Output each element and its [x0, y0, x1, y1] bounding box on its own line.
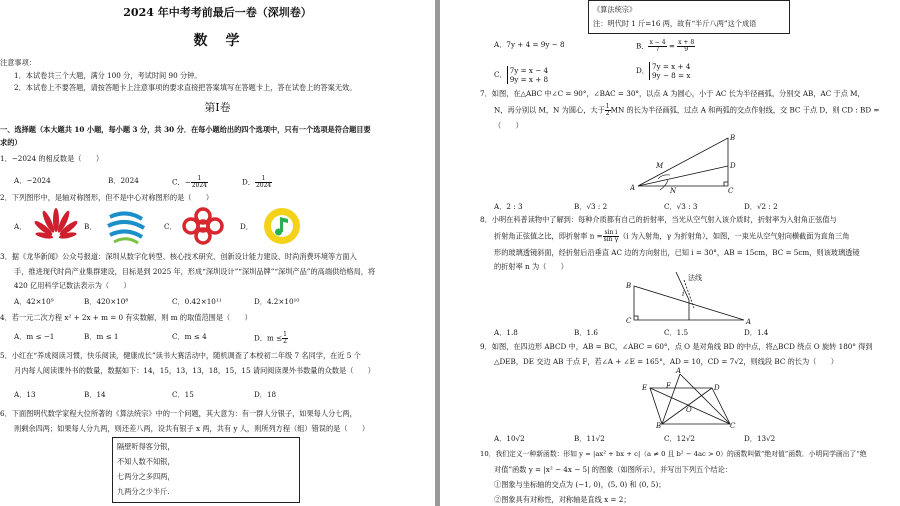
q9-option-c: C．12√2 — [664, 434, 695, 443]
q9-label-f: F — [666, 382, 671, 390]
q7-label-d: D — [730, 162, 736, 170]
q3-option-a: A．42×10⁹ — [14, 297, 54, 306]
q8-label-a: A — [746, 318, 752, 326]
q9-label-a: A — [676, 367, 682, 375]
q6-line1: 6．下面图明代数学家程大位所著的《算法统宗》中的一个问题，其大意为：有一群人分银子，如果每人分七两， — [0, 409, 357, 418]
q8-option-c: C．1.5 — [664, 328, 689, 337]
notice-heading: 注意事项： — [0, 58, 36, 67]
q7-line1: 7．如图，在△ABC 中∠C = 90°，∠BAC = 30°，以点 A 为圆心，小于 AC 长为半径画弧，分别交 AB，AC 于点 M， — [480, 89, 865, 98]
q4-option-b: B．m ≤ 1 — [84, 332, 119, 341]
q2-label-c: C． — [164, 222, 177, 231]
q5-option-a: A．13 — [14, 390, 36, 399]
q9-label-c: C — [730, 422, 736, 428]
q5-option-c: C．15 — [172, 390, 194, 399]
q5-line1: 5．小红在“养成阅读习惯，快乐阅读，健康成长”读书大赛活动中，随机调查了本校初二年级 7 名同学，在近 5 个 — [0, 351, 361, 360]
qq-music-logo-icon — [262, 206, 302, 246]
q10-line1: 10．我们定义一种新函数：形如 y = |ax² + bx + c|（a ≠ 0 且 b² − 4ac > 0）的函数叫做“绝对值”函数．小明同学画出了“绝 — [480, 450, 867, 458]
q1-option-c: C．− $\frac{1}{2024}$ — [172, 175, 207, 189]
q6-line2: 则剩余四两；如果每人分九两，则还差八两，设共有银子 x 两，共有 y 人，则所列方程（组）错误的是（ ） — [14, 424, 370, 433]
q4-option-d: D．m ≤ $\frac{1}{2}$ — [254, 331, 287, 345]
q9-quadrilateral-figure — [640, 366, 740, 428]
poem-box — [112, 437, 300, 503]
q7-label-a: A — [630, 184, 636, 192]
q8-line3: 形的玻璃透镜斜面，经折射后沿垂直 AC 边的方向射出，已知 i = 30°，AB = 15cm，BC = 5cm，则该玻璃透镜 — [494, 248, 860, 257]
section1-line2: 求的） — [0, 138, 22, 147]
right-page — [440, 0, 900, 506]
q2-stem: 2．下列图形中，是轴对称图形，但不是中心对称图形的是（ ） — [0, 193, 214, 202]
poem-line-1: 隔壁听得客分银， — [117, 442, 175, 451]
q9-option-a: A．10√2 — [494, 434, 525, 443]
q8-option-b: B．1.6 — [574, 328, 598, 337]
exam-title: 2024 年中考考前最后一卷（深圳卷） — [123, 6, 312, 19]
q7-option-b: B．√3 : 2 — [574, 202, 608, 211]
q7-line3: （ ） — [494, 121, 523, 130]
q3-option-b: B．420×10⁸ — [84, 297, 129, 306]
q4-option-c: C．m ≤ 4 — [172, 332, 207, 341]
poem-line-4: 九两分之少半斤. — [117, 487, 170, 496]
q2-label-d: D． — [240, 222, 253, 231]
volume-heading: 第Ⅰ卷 — [204, 101, 231, 114]
subject-title: 数 学 — [193, 33, 242, 49]
q5-option-d: D．18 — [254, 390, 277, 399]
q1-option-d: D． $\frac{1}{2024}$ — [242, 175, 272, 189]
notice-line-2: 2．本试卷上不要答题，请按答题卡上注意事项的要求直接把答案填写在答题卡上，答在试卷上的答案无效。 — [14, 83, 357, 92]
q8-lens-figure — [626, 272, 756, 326]
q8-line1: 8．小明在科普读物中了解到：每种介质都有自己的折射率，当光从空气射入该介质时，折射率为入射角正弦值与 — [480, 215, 837, 224]
q7-label-b: B — [730, 134, 736, 142]
q5-option-b: B．14 — [84, 390, 106, 399]
q7-bisector-ad — [638, 166, 728, 186]
china-unicom-logo-icon — [180, 206, 226, 246]
q7-option-a: A．2 : 3 — [494, 202, 523, 211]
left-page — [0, 0, 435, 506]
q3-option-c: C．0.42×10¹¹ — [172, 297, 222, 306]
suanfa-box — [588, 0, 790, 34]
q3-line1: 3．据《龙华新闻》公众号报道：深圳从数字化转型、核心技术研究、创新设计能力建设、时尚消费环境等方面入 — [0, 252, 357, 261]
q4-stem: 4．若一元二次方程 x² + 2x + m = 0 有实数解，则 m 的取值范围是（ ） — [0, 313, 252, 322]
q8-label-b: B — [626, 282, 632, 290]
huawei-logo-icon — [30, 208, 82, 244]
q7-label-n: N — [670, 187, 677, 194]
q10-statement-2: ②图象具有对称性，对称轴是直线 x = 2； — [494, 495, 631, 504]
q7-triangle-figure — [630, 132, 750, 194]
q8-option-d: D．1.4 — [744, 328, 769, 337]
china-mobile-logo-icon — [104, 207, 148, 245]
q9-line2: △DEB，DE 交边 AB 于点 F，若∠A + ∠E = 165°，AD = 10，CD = 7√2，则线段 BC 的长为（ ） — [494, 357, 838, 366]
q8-label-c: C — [626, 317, 632, 325]
poem-line-3: 七两分之多四两， — [117, 472, 175, 481]
q3-line3: 420 亿用科学记数法表示为（ ） — [14, 281, 131, 290]
q4-option-a: A．m ≤ −1 — [14, 332, 55, 341]
q8-line2: 折射角正弦值之比，即折射率 n = $\frac{\text{sin i}}{\text{sin γ}}$ （i 为入射角，γ 为折射角），如图，一束光从空气射向横截面为直角三角 — [494, 229, 850, 243]
q6-option-d: D． 7y = x + 4 9y − 8 = x — [636, 62, 691, 80]
section1-line1: 一、选择题（本大题共 10 小题，每小题 3 分，共 30 分．在每小题给出的四个选项中，只有一个选项是符合题目要 — [0, 125, 371, 134]
q8-label-i: i — [682, 290, 685, 298]
q7-line2: N，再分别以 M，N 为圆心，大于 $\frac{1}{2}$ MN 的长为半径画弧，过点 A 和两弧的交点作射线，交 BC 于点 D，则 CD : BD = — [494, 103, 880, 117]
q9-label-d: D — [714, 384, 720, 392]
q1-stem: 1．−2024 的相反数是（ ） — [0, 154, 104, 163]
q7-option-c: C．√3 : 3 — [664, 202, 698, 211]
q2-label-b: B． — [84, 222, 97, 231]
q8-label-normal: 法线 — [688, 274, 702, 282]
q5-line2: 月内每人阅读课外书的数量，数据如下：14，15，13，13，18，15，15 请问阅读课外书数量的众数是（ ） — [14, 366, 375, 375]
q9-option-d: D．13√2 — [744, 434, 776, 443]
notice-line-1: 1．本试卷共三个大题，满分 100 分，考试时间 90 分钟。 — [14, 71, 202, 80]
q7-label-m: M — [656, 162, 664, 170]
q9-label-o: O — [686, 406, 692, 414]
q9-line1: 9．如图，在四边形 ABCD 中，AB = BC，∠ABC = 60°，点 O 是对角线 BD 的中点，将△BCD 绕点 O 旋转 180° 得到 — [480, 342, 873, 351]
q3-line2: 手，推进现代时尚产业集群建设，目标是到 2025 年，形成“深圳设计”“深圳品牌”“深圳产品”的高端供给格局，将 — [14, 267, 376, 276]
q1-option-b: B．2024 — [108, 176, 139, 185]
q9-label-b: B — [656, 422, 662, 428]
q6-option-b: B． $\frac{x - 4}{7}$ = $\frac{x + 8}{9}$ — [636, 39, 695, 53]
suanfa-note: 注：明代时 1 斤=16 两，故有“半斤八两”这个成语 — [593, 19, 757, 28]
q8-line4: 的折射率 n 为（ ） — [494, 262, 568, 271]
q8-option-a: A．1.8 — [494, 328, 518, 337]
q6-option-a: A．7y + 4 = 9y − 8 — [494, 40, 565, 49]
q1-option-a: A．−2024 — [14, 176, 51, 185]
q7-option-d: D．√2 : 2 — [744, 202, 778, 211]
q3-option-d: D．4.2×10¹⁰ — [254, 297, 300, 306]
q7-triangle-abc — [638, 138, 728, 186]
q7-label-c: C — [728, 187, 734, 194]
poem-line-2: 不知人数不知银， — [117, 457, 175, 466]
q6-option-c: C． 7y = x − 4 9y = x + 8 — [494, 66, 549, 84]
q9-label-e: E — [642, 384, 648, 392]
q10-line2: 对值”函数 y = |x² − 4x − 5| 的图象（如图所示），并写出下列五个结论： — [494, 465, 732, 474]
q10-statement-1: ①图象与坐标轴的交点为 (−1, 0)，(5, 0) 和 (0, 5)； — [494, 480, 666, 489]
q9-option-b: B．11√2 — [574, 434, 605, 443]
q2-label-a: A． — [14, 222, 27, 231]
suanfa-title: 《算法统宗》 — [593, 5, 637, 14]
